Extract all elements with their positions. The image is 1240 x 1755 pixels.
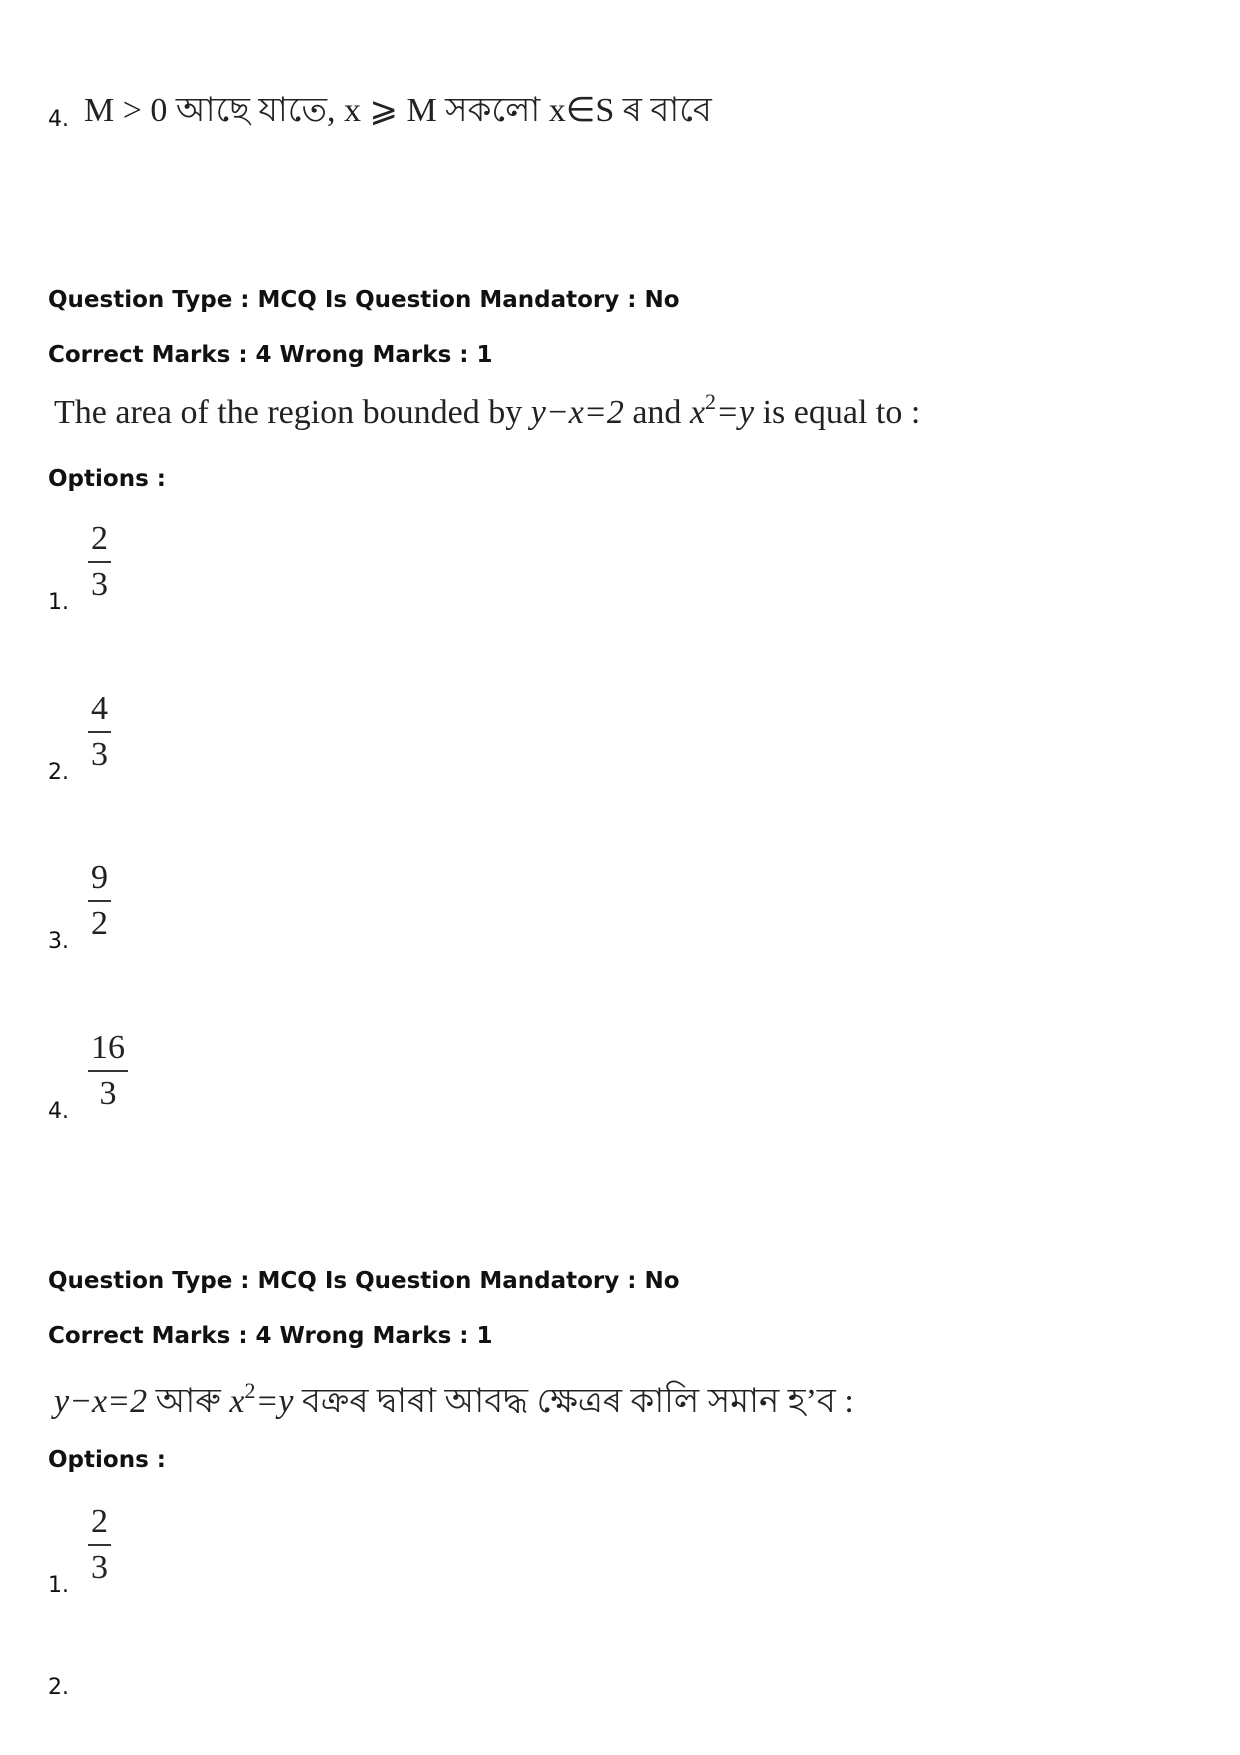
q2-option-2-number: 2. xyxy=(48,1675,69,1700)
q2-stem-mid: আৰু xyxy=(147,1383,230,1420)
q1-option-2-numerator: 4 xyxy=(88,692,111,733)
q1-stem-eq1: y−x=2 xyxy=(530,394,624,431)
q1-option-4-number: 4. xyxy=(48,1099,69,1124)
q1-option-2-number: 2. xyxy=(48,760,69,785)
q1-marks-line: Correct Marks : 4 Wrong Marks : 1 xyxy=(48,342,493,368)
q2-option-1-numerator: 2 xyxy=(88,1505,111,1546)
q1-option-1-denominator: 3 xyxy=(91,566,108,603)
q1-option-1-fraction xyxy=(88,522,111,602)
q2-stem-eq2-rest: =y xyxy=(255,1383,294,1420)
q2-stem-eq1: y−x=2 xyxy=(54,1383,148,1420)
prev-option-number: 4. xyxy=(48,107,69,132)
q1-option-1-numerator: 2 xyxy=(88,522,111,563)
q2-stem-eq2-base: x xyxy=(229,1383,245,1420)
q2-stem-tail: বক্ৰৰ দ্বাৰা আবদ্ধ ক্ষেত্ৰৰ কালি সমান হ’ব : xyxy=(293,1383,854,1420)
q1-question-text xyxy=(54,389,921,432)
q1-option-2-denominator: 3 xyxy=(91,736,108,773)
q1-stem-eq2-base: x xyxy=(689,394,706,431)
q1-stem-eq2-rest: =y xyxy=(716,394,755,431)
q1-option-4-fraction xyxy=(88,1031,128,1111)
q2-marks-line: Correct Marks : 4 Wrong Marks : 1 xyxy=(48,1323,493,1349)
q1-option-3-number: 3. xyxy=(48,929,69,954)
q2-option-1-denominator: 3 xyxy=(91,1549,108,1586)
q2-question-text xyxy=(54,1375,854,1432)
q1-option-3-numerator: 9 xyxy=(88,861,111,902)
q2-option-1-number: 1. xyxy=(48,1573,69,1598)
q1-option-3-fraction xyxy=(88,861,111,941)
q1-option-4-denominator: 3 xyxy=(99,1075,117,1112)
q1-stem-lead: The area of the region bounded by xyxy=(54,394,531,431)
q1-option-1-number: 1. xyxy=(48,590,69,615)
q1-stem-tail: is equal to : xyxy=(754,394,921,431)
q2-option-1-fraction xyxy=(88,1505,111,1585)
q1-option-4-numerator: 16 xyxy=(88,1031,128,1072)
q1-option-2-fraction xyxy=(88,692,111,772)
q2-type-line: Question Type : MCQ Is Question Mandatory : No xyxy=(48,1268,680,1294)
prev-option-text: M > 0 আছে যাতে, x ⩾ M সকলো x∈S ৰ বাবে xyxy=(84,92,712,129)
q1-stem-mid: and xyxy=(623,394,690,431)
q2-stem-eq2-exp: 2 xyxy=(244,1378,256,1403)
q1-option-3-denominator: 2 xyxy=(91,905,108,942)
q1-type-line: Question Type : MCQ Is Question Mandatory : No xyxy=(48,287,680,313)
q1-stem-eq2-exp: 2 xyxy=(705,389,717,414)
q1-options-label: Options : xyxy=(48,466,166,492)
q2-options-label: Options : xyxy=(48,1447,166,1473)
